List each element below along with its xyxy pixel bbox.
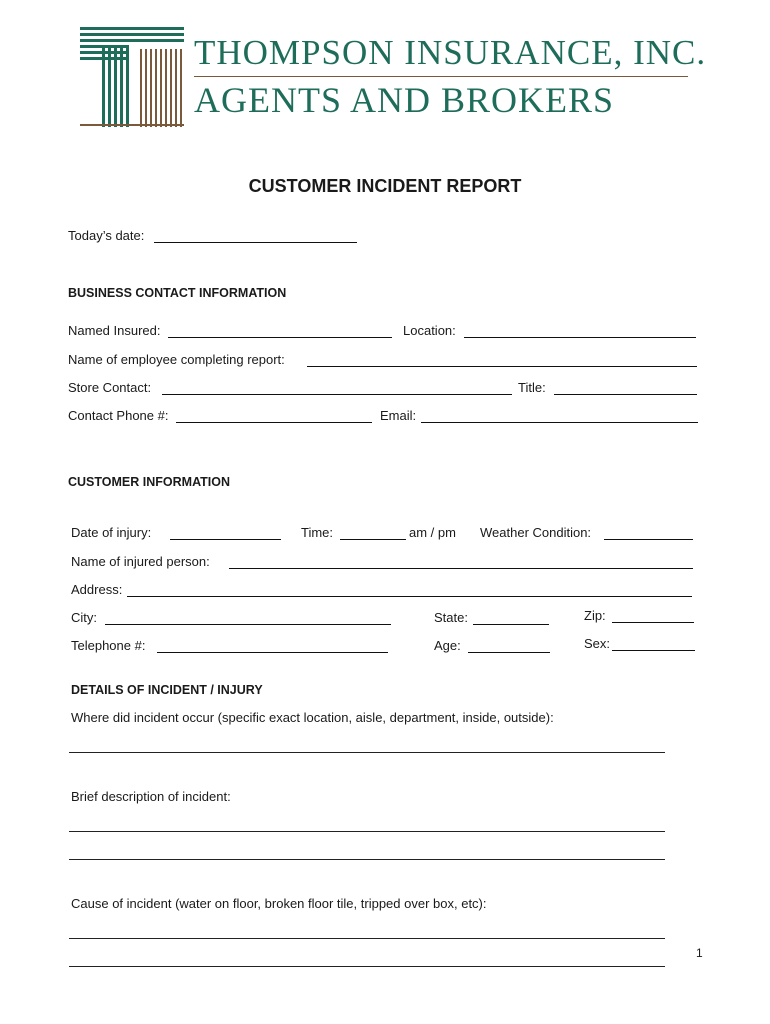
business-heading: BUSINESS CONTACT INFORMATION xyxy=(68,286,287,300)
state-field[interactable] xyxy=(473,624,549,625)
title-field[interactable] xyxy=(554,394,697,395)
city-label: City: xyxy=(71,610,97,625)
sex-field[interactable] xyxy=(612,650,695,651)
company-logo xyxy=(80,27,707,127)
location-label: Location: xyxy=(403,323,456,338)
age-field[interactable] xyxy=(468,652,550,653)
logo-mark-icon xyxy=(80,27,184,127)
todays-date-label: Today’s date: xyxy=(68,228,145,243)
sex-label: Sex: xyxy=(584,636,611,651)
date-of-injury-label: Date of injury: xyxy=(71,525,152,540)
form-title: CUSTOMER INCIDENT REPORT xyxy=(248,176,522,196)
contact-phone-field[interactable] xyxy=(176,422,372,423)
details-heading: DETAILS OF INCIDENT / INJURY xyxy=(71,683,263,697)
todays-date-field[interactable] xyxy=(154,242,357,243)
company-name: THOMPSON INSURANCE, INC. xyxy=(194,33,707,72)
page-number: 1 xyxy=(696,946,703,960)
injured-name-field[interactable] xyxy=(229,568,693,569)
state-label: State: xyxy=(434,610,468,625)
address-field[interactable] xyxy=(127,596,692,597)
weather-label: Weather Condition: xyxy=(480,525,592,540)
cause-line-1[interactable] xyxy=(69,938,665,939)
telephone-label: Telephone #: xyxy=(71,638,146,653)
cause-line-2[interactable] xyxy=(69,966,665,967)
address-label: Address: xyxy=(71,582,123,597)
zip-label: Zip: xyxy=(584,608,606,623)
store-contact-field[interactable] xyxy=(162,394,512,395)
employee-field[interactable] xyxy=(307,366,697,367)
employee-label: Name of employee completing report: xyxy=(68,352,285,367)
where-line-1[interactable] xyxy=(69,752,665,753)
brief-line-1[interactable] xyxy=(69,831,665,832)
cause-label: Cause of incident (water on floor, broken floor tile, tripped over box, etc): xyxy=(71,896,487,911)
title-label: Title: xyxy=(518,380,546,395)
injured-name-label: Name of injured person: xyxy=(71,554,210,569)
time-label: Time: xyxy=(301,525,334,540)
contact-phone-label: Contact Phone #: xyxy=(68,408,169,423)
time-field[interactable] xyxy=(340,539,406,540)
city-field[interactable] xyxy=(105,624,391,625)
am-pm-label: am / pm xyxy=(409,525,456,540)
weather-field[interactable] xyxy=(604,539,693,540)
brief-label: Brief description of incident: xyxy=(71,789,231,804)
telephone-field[interactable] xyxy=(157,652,388,653)
brief-line-2[interactable] xyxy=(69,859,665,860)
where-label: Where did incident occur (specific exact location, aisle, department, inside, outside): xyxy=(71,710,554,725)
customer-heading: CUSTOMER INFORMATION xyxy=(68,475,231,489)
store-contact-label: Store Contact: xyxy=(68,380,152,395)
named-insured-field[interactable] xyxy=(168,337,392,338)
location-field[interactable] xyxy=(464,337,696,338)
email-label: Email: xyxy=(380,408,417,423)
age-label: Age: xyxy=(434,638,461,653)
zip-field[interactable] xyxy=(612,622,694,623)
logo-divider xyxy=(194,76,688,77)
named-insured-label: Named Insured: xyxy=(68,323,161,338)
date-of-injury-field[interactable] xyxy=(170,539,281,540)
email-field[interactable] xyxy=(421,422,698,423)
company-tagline: AGENTS AND BROKERS xyxy=(194,80,615,120)
